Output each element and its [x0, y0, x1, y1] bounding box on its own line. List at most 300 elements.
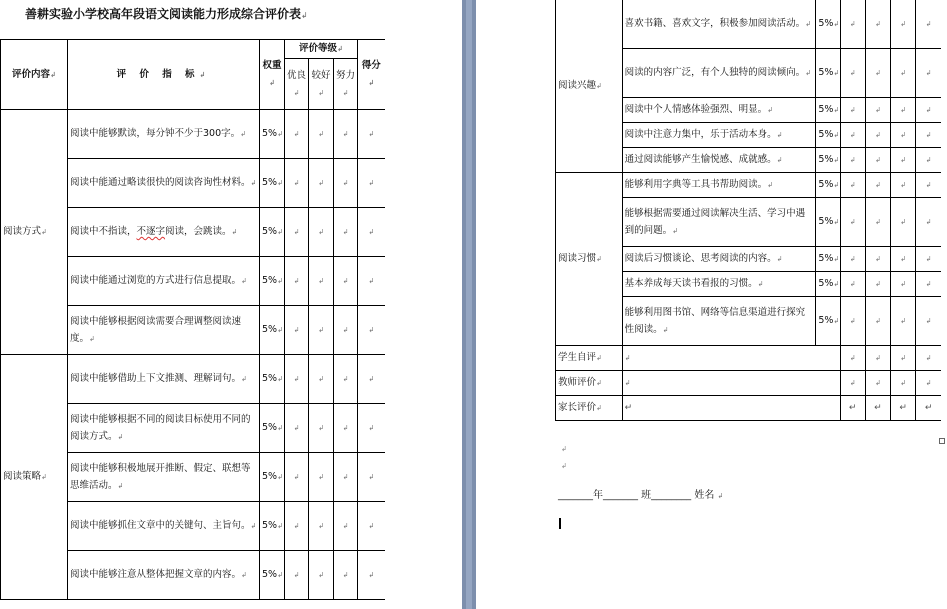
header-excellent [285, 59, 309, 110]
paragraph-mark: ↲ [277, 179, 283, 187]
good-cell[interactable] [865, 297, 890, 346]
paragraph-mark: ↲ [277, 424, 283, 432]
paragraph-mark: ↲ [849, 354, 856, 362]
category-cell [556, 173, 623, 346]
paragraph-mark: ↲ [277, 522, 283, 530]
weight-cell [816, 198, 840, 247]
excellent-cell[interactable] [285, 355, 309, 404]
empty-paragraph: ↲ [561, 445, 567, 453]
paragraph-mark: ↲ [833, 280, 840, 288]
paragraph-mark: ↲ [596, 354, 602, 362]
paragraph-mark: ↲ [318, 88, 324, 97]
excellent-cell[interactable] [840, 272, 865, 297]
paragraph-mark: ↲ [833, 20, 840, 28]
paragraph-mark: ↲ [368, 228, 375, 236]
evaluation-label-text: 学生自评 [558, 352, 597, 363]
paragraph-mark: ↲ [293, 571, 300, 579]
evaluation-content-cell[interactable] [622, 371, 840, 396]
paragraph-mark: ↲ [342, 179, 349, 187]
weight-cell-text: 5% [818, 18, 834, 29]
score-cell[interactable] [358, 551, 385, 600]
table-row [556, 0, 942, 49]
score-cell[interactable] [916, 49, 941, 98]
page-gutter-inner [466, 0, 472, 609]
indicator-cell-text: 阅读中个人情感体验强烈、明显。 [624, 104, 768, 115]
excellent-cell[interactable] [840, 297, 865, 346]
paragraph-mark: ↲ [342, 473, 349, 481]
excellent-cell[interactable] [840, 123, 865, 148]
weight-cell-text: 5% [818, 129, 834, 140]
paragraph-mark: ↲ [231, 228, 238, 236]
evaluation-score-cell[interactable] [916, 396, 941, 421]
paragraph-mark: ↲ [757, 280, 764, 288]
paragraph-mark: ↲ [900, 106, 907, 114]
weight-cell [816, 297, 840, 346]
paragraph-mark: ↲ [293, 277, 300, 285]
indicator-cell [622, 173, 816, 198]
evaluation-score-cell[interactable] [891, 396, 916, 421]
score-cell[interactable] [358, 306, 385, 355]
excellent-cell[interactable] [840, 148, 865, 173]
paragraph-mark: ↲ [318, 375, 324, 383]
paragraph-mark: ↲ [318, 571, 324, 579]
good-cell[interactable] [309, 110, 334, 159]
score-cell[interactable] [358, 453, 385, 502]
paragraph-mark: ↲ [240, 130, 247, 138]
evaluation-score-cell[interactable] [840, 346, 865, 371]
paragraph-mark: ↲ [342, 326, 349, 334]
good-cell[interactable] [865, 173, 890, 198]
effort-cell[interactable] [334, 551, 358, 600]
excellent-cell[interactable] [840, 98, 865, 123]
paragraph-mark: ↲ [849, 69, 856, 77]
paragraph-mark: ↲ [874, 218, 881, 226]
excellent-cell[interactable] [285, 551, 309, 600]
paragraph-mark: ↲ [342, 228, 349, 236]
paragraph-mark: ↲ [900, 218, 907, 226]
paragraph-mark: ↲ [293, 130, 300, 138]
weight-cell-text: 5% [262, 471, 278, 482]
paragraph-mark: ↲ [662, 325, 669, 334]
enter-mark: ↵ [924, 403, 933, 413]
good-cell[interactable] [865, 148, 890, 173]
paragraph-mark: ↲ [293, 228, 300, 236]
indicator-cell [622, 49, 816, 98]
evaluation-row [556, 371, 942, 396]
paragraph-mark: ↲ [874, 317, 881, 325]
category-cell [556, 0, 623, 173]
weight-cell-text: 5% [818, 179, 834, 190]
score-cell[interactable] [358, 159, 385, 208]
good-cell[interactable] [865, 123, 890, 148]
weight-cell [260, 306, 285, 355]
score-cell[interactable] [358, 404, 385, 453]
indicator-cell [622, 198, 816, 247]
paragraph-mark: ↲ [849, 131, 856, 139]
indicator-cell [68, 208, 260, 257]
excellent-cell[interactable] [285, 110, 309, 159]
paragraph-mark: ↲ [342, 522, 349, 530]
paragraph-mark: ↲ [342, 130, 349, 138]
table-resize-handle[interactable] [939, 438, 945, 444]
paragraph-mark: ↲ [833, 181, 840, 189]
effort-cell[interactable] [334, 306, 358, 355]
score-cell[interactable] [916, 148, 941, 173]
header-effort-text: 努力 [336, 69, 356, 81]
paragraph-mark: ↲ [900, 131, 907, 139]
indicator-cell [68, 110, 260, 159]
indicator-text: 阅读中能够根据不同的阅读目标使用不同的阅读方式。 [70, 413, 251, 442]
excellent-cell[interactable] [840, 173, 865, 198]
indicator-cell [622, 123, 816, 148]
evaluation-score-cell[interactable] [840, 371, 865, 396]
paragraph-mark: ↲ [672, 226, 678, 235]
excellent-cell[interactable] [285, 159, 309, 208]
paragraph-mark: ↲ [767, 106, 773, 114]
paragraph-mark: ↲ [833, 131, 840, 139]
paragraph-mark: ↲ [805, 20, 811, 28]
effort-cell[interactable] [891, 272, 916, 297]
paragraph-mark: ↲ [293, 375, 300, 383]
excellent-cell[interactable] [285, 257, 309, 306]
paragraph-mark: ↲ [293, 88, 300, 97]
enter-mark: ↵ [848, 403, 857, 413]
evaluation-label [556, 371, 623, 396]
good-cell[interactable] [309, 404, 334, 453]
enter-mark: ↵ [624, 403, 633, 413]
paragraph-mark: ↲ [368, 130, 375, 138]
excellent-cell[interactable] [840, 198, 865, 247]
paragraph-mark: ↲ [925, 317, 932, 325]
indicator-cell [622, 272, 816, 297]
paragraph-mark: ↲ [277, 473, 283, 481]
good-cell[interactable] [309, 159, 334, 208]
excellent-cell[interactable] [285, 404, 309, 453]
score-cell[interactable] [358, 208, 385, 257]
score-cell[interactable] [916, 247, 941, 272]
paragraph-mark: ↲ [849, 379, 856, 387]
indicator-cell-text: 通过阅读能够产生愉悦感、成就感。 [624, 154, 777, 165]
weight-cell [260, 159, 285, 208]
score-cell[interactable] [358, 502, 385, 551]
indicator-cell [68, 257, 260, 306]
weight-cell [260, 208, 285, 257]
paragraph-mark: ↲ [849, 280, 856, 288]
paragraph-mark: ↲ [241, 277, 247, 285]
paragraph-mark: ↲ [368, 79, 375, 87]
paragraph-mark: ↲ [318, 277, 324, 285]
paragraph-mark: ↲ [900, 255, 907, 263]
paragraph-mark: ↲ [301, 11, 308, 20]
good-cell[interactable] [309, 208, 334, 257]
paragraph-mark: ↲ [776, 255, 783, 263]
score-cell[interactable] [358, 110, 385, 159]
paragraph-mark: ↲ [925, 218, 932, 226]
paragraph-mark: ↲ [277, 326, 283, 334]
score-cell[interactable] [358, 355, 385, 404]
paragraph-mark: ↲ [293, 424, 300, 432]
paragraph-mark: ↲ [277, 571, 283, 579]
good-cell[interactable] [865, 272, 890, 297]
effort-cell[interactable] [891, 49, 916, 98]
weight-cell-text: 5% [818, 104, 834, 115]
good-cell[interactable] [309, 257, 334, 306]
category-cell [1, 355, 68, 600]
evaluation-content-cell[interactable] [622, 346, 840, 371]
score-cell[interactable] [916, 123, 941, 148]
paragraph-mark: ↲ [776, 156, 783, 164]
header-grade-text: 评价等级 [299, 43, 338, 54]
paragraph-mark: ↲ [925, 280, 932, 288]
paragraph-mark: ↲ [874, 69, 881, 77]
weight-cell [260, 551, 285, 600]
indicator-text: 阅读中能够根据阅读需要合理调整阅读速度。 [70, 315, 242, 344]
weight-cell [260, 502, 285, 551]
paragraph-mark: ↲ [925, 354, 932, 362]
paragraph-mark: ↲ [342, 375, 349, 383]
good-cell[interactable] [309, 551, 334, 600]
weight-cell-text: 5% [262, 520, 278, 531]
effort-cell[interactable] [891, 98, 916, 123]
paragraph-mark: ↲ [318, 228, 324, 236]
weight-cell-text: 5% [818, 315, 834, 326]
evaluation-row [556, 346, 942, 371]
weight-cell-text: 5% [262, 128, 278, 139]
paragraph-mark: ↲ [342, 571, 349, 579]
weight-cell [816, 49, 840, 98]
paragraph-mark: ↲ [293, 179, 300, 187]
evaluation-score-cell[interactable] [916, 371, 941, 396]
evaluation-score-cell[interactable] [865, 346, 890, 371]
indicator-text: 阅读中能够积极地展开推断、假定、联想等思维活动。 [70, 462, 251, 491]
paragraph-mark: ↲ [368, 326, 375, 334]
paragraph-mark: ↲ [849, 181, 856, 189]
paragraph-mark: ↲ [776, 131, 783, 139]
header-weight-text: 权重 [262, 60, 282, 71]
excellent-cell[interactable] [285, 208, 309, 257]
paragraph-mark: ↲ [318, 424, 324, 432]
effort-cell[interactable] [891, 0, 916, 49]
evaluation-row [556, 396, 942, 421]
score-cell[interactable] [916, 297, 941, 346]
paragraph-mark: ↲ [241, 375, 247, 383]
score-cell[interactable] [916, 198, 941, 247]
indicator-cell [622, 247, 816, 272]
excellent-cell[interactable] [285, 502, 309, 551]
table-header-row [1, 40, 385, 59]
effort-cell[interactable] [334, 208, 358, 257]
weight-cell [260, 355, 285, 404]
paragraph-mark: ↲ [342, 88, 349, 97]
page-left [0, 0, 462, 609]
evaluation-content-cell[interactable] [622, 396, 840, 421]
good-cell[interactable] [309, 502, 334, 551]
excellent-cell[interactable] [285, 453, 309, 502]
weight-cell-text: 5% [262, 569, 278, 580]
effort-cell[interactable] [891, 173, 916, 198]
good-cell[interactable] [865, 247, 890, 272]
paragraph-mark: ↲ [250, 179, 257, 187]
paragraph-mark: ↲ [874, 181, 881, 189]
effort-cell[interactable] [334, 110, 358, 159]
indicator-cell [622, 148, 816, 173]
paragraph-mark: ↲ [117, 432, 124, 441]
indicator-cell [68, 551, 260, 600]
paragraph-mark: ↲ [849, 218, 856, 226]
document-title: 善耕实验小学校高年段语文阅读能力形成综合评价表↲ [25, 7, 308, 21]
header-good-text: 较好 [311, 69, 331, 81]
indicator-cell-text: 能够根据需要通过阅读解决生活、学习中遇到的问题。 [624, 207, 806, 236]
paragraph-mark: ↲ [833, 106, 840, 114]
paragraph-mark: ↲ [874, 280, 881, 288]
indicator-text: 阅读中能够注意从整体把握文章的内容。 [70, 569, 242, 580]
weight-cell-text: 5% [262, 422, 278, 433]
weight-cell-text: 5% [818, 216, 834, 227]
paragraph-mark: ↲ [368, 179, 375, 187]
category-cell-text: 阅读兴趣 [558, 80, 597, 91]
paragraph-mark: ↲ [596, 404, 602, 412]
good-cell[interactable] [865, 198, 890, 247]
header-good [309, 59, 334, 110]
paragraph-mark: ↲ [277, 130, 283, 138]
weight-cell-text: 5% [262, 226, 278, 237]
evaluation-score-cell[interactable] [865, 371, 890, 396]
sign-line: _______年_______ 班________ 姓名 ↲ [558, 490, 724, 501]
score-cell[interactable] [916, 173, 941, 198]
effort-cell[interactable] [891, 198, 916, 247]
paragraph-mark: ↲ [277, 375, 283, 383]
paragraph-mark: ↲ [337, 45, 343, 53]
paragraph-mark: ↲ [277, 228, 283, 236]
paragraph-mark: ↲ [874, 379, 881, 387]
paragraph-mark: ↲ [925, 255, 932, 263]
weight-cell-text: 5% [818, 253, 834, 264]
effort-cell[interactable] [334, 453, 358, 502]
effort-cell[interactable] [891, 297, 916, 346]
paragraph-mark: ↲ [342, 277, 349, 285]
text-cursor [559, 518, 561, 529]
paragraph-mark: ↲ [368, 375, 375, 383]
indicator-cell-text: 阅读后习惯谈论、思考阅读的内容。 [624, 253, 777, 264]
excellent-cell[interactable] [285, 306, 309, 355]
effort-cell[interactable] [334, 355, 358, 404]
table-row [1, 355, 385, 404]
weight-cell [816, 272, 840, 297]
score-cell[interactable] [916, 272, 941, 297]
evaluation-table-right [555, 0, 941, 421]
good-cell[interactable] [865, 98, 890, 123]
effort-cell[interactable] [334, 404, 358, 453]
good-cell[interactable] [309, 453, 334, 502]
good-cell[interactable] [865, 49, 890, 98]
paragraph-mark: ↲ [925, 379, 932, 387]
weight-cell [816, 0, 840, 49]
indicator-text: 阅读中能通过略读很快的阅读咨询性材料。 [70, 177, 251, 188]
paragraph-mark: ↲ [874, 156, 881, 164]
header-effort [334, 59, 358, 110]
excellent-cell[interactable] [840, 0, 865, 49]
indicator-text: 阅读，会跳读。 [165, 226, 232, 237]
evaluation-score-cell[interactable] [891, 371, 916, 396]
paragraph-mark: ↲ [318, 473, 324, 481]
paragraph-mark: ↲ [900, 280, 907, 288]
header-indicator-text: 评 价 指 标 [116, 68, 200, 80]
indicator-cell-text: 阅读的内容广泛，有个人独特的阅读倾向。 [624, 67, 806, 78]
header-content-text: 评价内容 [12, 68, 51, 80]
table-row [556, 173, 942, 198]
paragraph-mark: ↲ [596, 82, 602, 90]
indicator-cell-text: 喜欢书籍、喜欢文字，积极参加阅读活动。 [624, 18, 806, 29]
empty-paragraph: ↲ [561, 462, 567, 470]
effort-cell[interactable] [891, 123, 916, 148]
weight-cell-text: 5% [818, 278, 834, 289]
paragraph-mark: ↲ [874, 20, 881, 28]
weight-cell [260, 404, 285, 453]
paragraph-mark: ↲ [241, 571, 247, 579]
good-cell[interactable] [309, 355, 334, 404]
excellent-cell[interactable] [840, 247, 865, 272]
indicator-cell [622, 0, 816, 49]
effort-cell[interactable] [334, 257, 358, 306]
weight-cell-text: 5% [262, 324, 278, 335]
paragraph-mark: ↲ [833, 156, 840, 164]
paragraph-mark: ↲ [925, 156, 932, 164]
evaluation-label [556, 396, 623, 421]
header-grade [285, 40, 358, 59]
paragraph-mark: ↲ [874, 354, 881, 362]
indicator-cell [68, 306, 260, 355]
excellent-cell[interactable] [840, 49, 865, 98]
evaluation-score-cell[interactable] [916, 346, 941, 371]
indicator-cell [68, 502, 260, 551]
effort-cell[interactable] [334, 502, 358, 551]
paragraph-mark: ↲ [833, 218, 840, 226]
indicator-cell [68, 159, 260, 208]
effort-cell[interactable] [334, 159, 358, 208]
indicator-cell [622, 98, 816, 123]
good-cell[interactable] [309, 306, 334, 355]
paragraph-mark: ↲ [874, 255, 881, 263]
paragraph-mark: ↲ [849, 255, 856, 263]
paragraph-mark: ↲ [199, 70, 211, 79]
score-cell[interactable] [358, 257, 385, 306]
indicator-text: 阅读中能够抓住文章中的关键句、主旨句。 [70, 520, 251, 531]
paragraph-mark: ↲ [318, 130, 324, 138]
paragraph-mark: ↲ [900, 317, 907, 325]
header-content [1, 40, 68, 110]
evaluation-score-cell[interactable] [840, 396, 865, 421]
good-cell[interactable] [865, 0, 890, 49]
effort-cell[interactable] [891, 148, 916, 173]
effort-cell[interactable] [891, 247, 916, 272]
paragraph-mark: ↲ [849, 20, 856, 28]
evaluation-score-cell[interactable] [865, 396, 890, 421]
score-cell[interactable] [916, 0, 941, 49]
paragraph-mark: ↲ [833, 255, 840, 263]
evaluation-score-cell[interactable] [891, 346, 916, 371]
paragraph-mark: ↲ [318, 179, 324, 187]
paragraph-mark: ↲ [767, 181, 773, 189]
indicator-text: 阅读中能通过浏览的方式进行信息提取。 [70, 275, 242, 286]
paragraph-mark: ↲ [318, 522, 324, 530]
paragraph-mark: ↲ [874, 106, 881, 114]
paragraph-mark: ↲ [342, 424, 349, 432]
weight-cell [816, 148, 840, 173]
score-cell[interactable] [916, 98, 941, 123]
paragraph-mark: ↲ [624, 354, 631, 362]
paragraph-mark: ↲ [293, 473, 300, 481]
paragraph-mark: ↲ [833, 317, 840, 325]
